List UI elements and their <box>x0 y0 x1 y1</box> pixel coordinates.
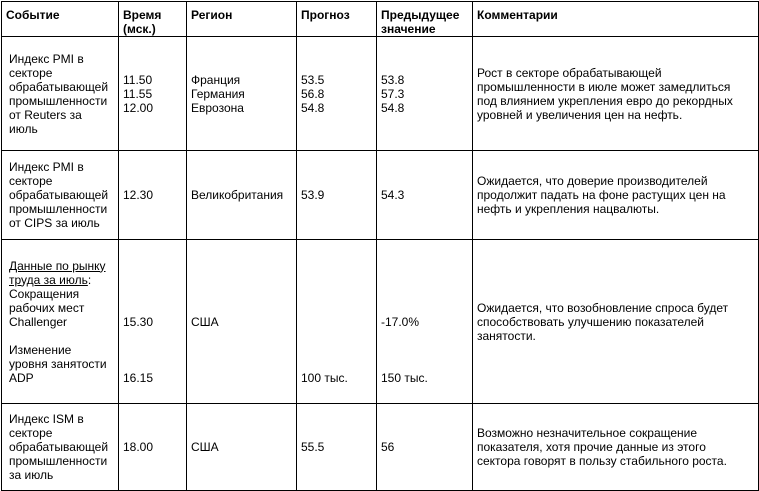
region-cell <box>187 404 297 491</box>
header-region: Регион <box>187 2 297 37</box>
header-time-line2: (мск.) <box>123 22 156 36</box>
forecast-cell <box>297 404 377 491</box>
previous-cell <box>377 37 473 151</box>
time-value: 12.30 <box>123 188 154 202</box>
event-cell <box>2 151 119 240</box>
time-cell <box>119 240 187 404</box>
comment-cell <box>473 240 759 404</box>
spacer <box>381 357 468 371</box>
event-line: от Reuters за <box>9 107 82 122</box>
spacer <box>381 259 468 273</box>
time-value: 15.30 <box>123 314 154 329</box>
spacer <box>301 315 372 329</box>
comment-cell <box>473 37 759 151</box>
event-cell <box>2 37 119 151</box>
comment-line: продолжит падать на фоне растущих цен на <box>477 188 726 202</box>
header-previous <box>377 2 473 37</box>
table-row <box>2 404 759 491</box>
time-value: 16.15 <box>123 370 154 385</box>
table-row <box>2 151 759 240</box>
event-line: обрабатывающей <box>9 440 109 454</box>
spacer <box>123 329 182 343</box>
event-heading-line <box>9 273 114 287</box>
forecast-value: 53.5 <box>301 72 325 87</box>
spacer <box>301 273 372 287</box>
event-line: за июль <box>9 468 54 482</box>
previous-value: 53.8 <box>381 72 405 87</box>
forecast-value: 56.8 <box>301 86 325 101</box>
event-line: секторе <box>9 65 53 80</box>
previous-cell <box>377 151 473 240</box>
comment-line: Ожидается, что возобновление спроса будет <box>477 300 729 315</box>
forecast-cell <box>297 151 377 240</box>
spacer <box>191 259 292 273</box>
event-line: от CIPS за июль <box>9 216 100 230</box>
spacer <box>381 301 468 315</box>
region-value: Еврозона <box>191 100 244 115</box>
spacer <box>381 329 468 343</box>
forecast-value: 55.5 <box>301 440 325 454</box>
region-value: США <box>191 314 219 329</box>
comment-line: промышленности в июле может замедлиться <box>477 79 731 94</box>
event-line: промышленности <box>9 202 108 216</box>
spacer <box>301 287 372 301</box>
time-value: 11.55 <box>123 86 153 101</box>
header-event: Событие <box>2 2 119 37</box>
header-previous-line1: Предыдущее <box>381 8 460 22</box>
header-previous-line2: значение <box>381 22 436 36</box>
header-comments: Комментарии <box>473 2 759 37</box>
table-row <box>2 240 759 404</box>
spacer <box>301 259 372 273</box>
header-forecast: Прогноз <box>297 2 377 37</box>
event-line: рабочих мест <box>9 300 85 315</box>
event-line: Изменение <box>9 342 72 357</box>
comment-line: занятости. <box>477 328 536 343</box>
forecast-cell <box>297 37 377 151</box>
event-line: уровня занятости <box>9 356 107 371</box>
previous-value: -17.0% <box>381 314 420 329</box>
event-line: промышленности <box>9 93 108 108</box>
event-line: обрабатывающей <box>9 188 109 202</box>
time-value: 18.00 <box>123 440 154 454</box>
previous-value: 54.8 <box>381 100 405 115</box>
comment-cell <box>473 404 759 491</box>
forecast-cell <box>297 240 377 404</box>
event-cell <box>2 240 119 404</box>
event-line: Индекс PMI в <box>9 160 84 174</box>
event-line: Challenger <box>9 314 68 329</box>
spacer <box>191 329 292 343</box>
event-heading-line <box>9 259 114 273</box>
time-cell <box>119 37 187 151</box>
event-line: Индекс ISM в <box>9 412 84 426</box>
comment-line: уровней и увеличения цен на нефть. <box>477 107 683 122</box>
comment-line: показателя, хотя прочие данные из этого <box>477 440 706 454</box>
spacer <box>123 301 182 315</box>
spacer <box>123 259 182 273</box>
time-value: 11.50 <box>123 72 153 87</box>
header-row <box>2 2 759 37</box>
spacer <box>301 329 372 343</box>
region-value: Франция <box>191 72 241 87</box>
previous-value: 56 <box>381 440 395 454</box>
event-heading-text: Данные по рынку <box>9 258 106 273</box>
previous-cell <box>377 240 473 404</box>
time-cell <box>119 151 187 240</box>
spacer <box>381 273 468 287</box>
header-time <box>119 2 187 37</box>
spacer <box>123 287 182 301</box>
table-row <box>2 37 759 151</box>
previous-value: 57.3 <box>381 86 405 101</box>
comment-line: нефть и укрепления нацвалюты. <box>477 202 660 216</box>
event-line: Сокращения <box>9 286 80 301</box>
forecast-value: 100 тыс. <box>301 370 348 385</box>
spacer <box>191 287 292 301</box>
spacer <box>191 343 292 357</box>
spacer <box>191 371 292 385</box>
forecast-value: 53.9 <box>301 188 325 202</box>
spacer <box>191 273 292 287</box>
forecast-value: 54.8 <box>301 100 325 115</box>
spacer <box>123 357 182 371</box>
region-cell <box>187 240 297 404</box>
previous-value: 54.3 <box>381 188 405 202</box>
comment-line: Ожидается, что доверие производителей <box>477 174 708 188</box>
spacer <box>381 343 468 357</box>
comment-line: сектора говорят в пользу стабильного роста. <box>477 454 727 468</box>
region-value: Германия <box>191 86 245 101</box>
previous-value: 150 тыс. <box>381 370 428 385</box>
event-heading-text: труда за июль <box>9 272 88 287</box>
event-line: ADP <box>9 370 34 385</box>
event-line: секторе <box>9 426 53 440</box>
event-line: Индекс PMI в <box>9 51 84 66</box>
spacer <box>301 357 372 371</box>
time-value: 12.00 <box>123 100 154 115</box>
region-value: Великобритания <box>191 188 284 202</box>
previous-cell <box>377 404 473 491</box>
economic-calendar-table <box>1 1 759 491</box>
spacer <box>123 343 182 357</box>
event-line: промышленности <box>9 454 108 468</box>
comment-line: Рост в секторе обрабатывающей <box>477 65 662 80</box>
spacer <box>191 357 292 371</box>
comment-line: Возможно незначительное сокращение <box>477 426 698 440</box>
spacer <box>381 287 468 301</box>
comment-line: способствовать улучшению показателей <box>477 314 704 329</box>
comment-cell <box>473 151 759 240</box>
event-heading-colon: : <box>87 272 92 287</box>
event-line: секторе <box>9 174 53 188</box>
spacer <box>9 329 114 343</box>
spacer <box>301 343 372 357</box>
time-cell <box>119 404 187 491</box>
spacer <box>123 273 182 287</box>
region-cell <box>187 37 297 151</box>
spacer <box>191 301 292 315</box>
event-line: июль <box>9 121 38 136</box>
event-line: обрабатывающей <box>9 79 109 94</box>
comment-line: под влиянием укрепления евро до рекордных <box>477 93 733 108</box>
region-value: США <box>191 440 219 454</box>
event-cell <box>2 404 119 491</box>
spacer <box>301 301 372 315</box>
header-time-line1: Время <box>123 8 162 22</box>
region-cell <box>187 151 297 240</box>
